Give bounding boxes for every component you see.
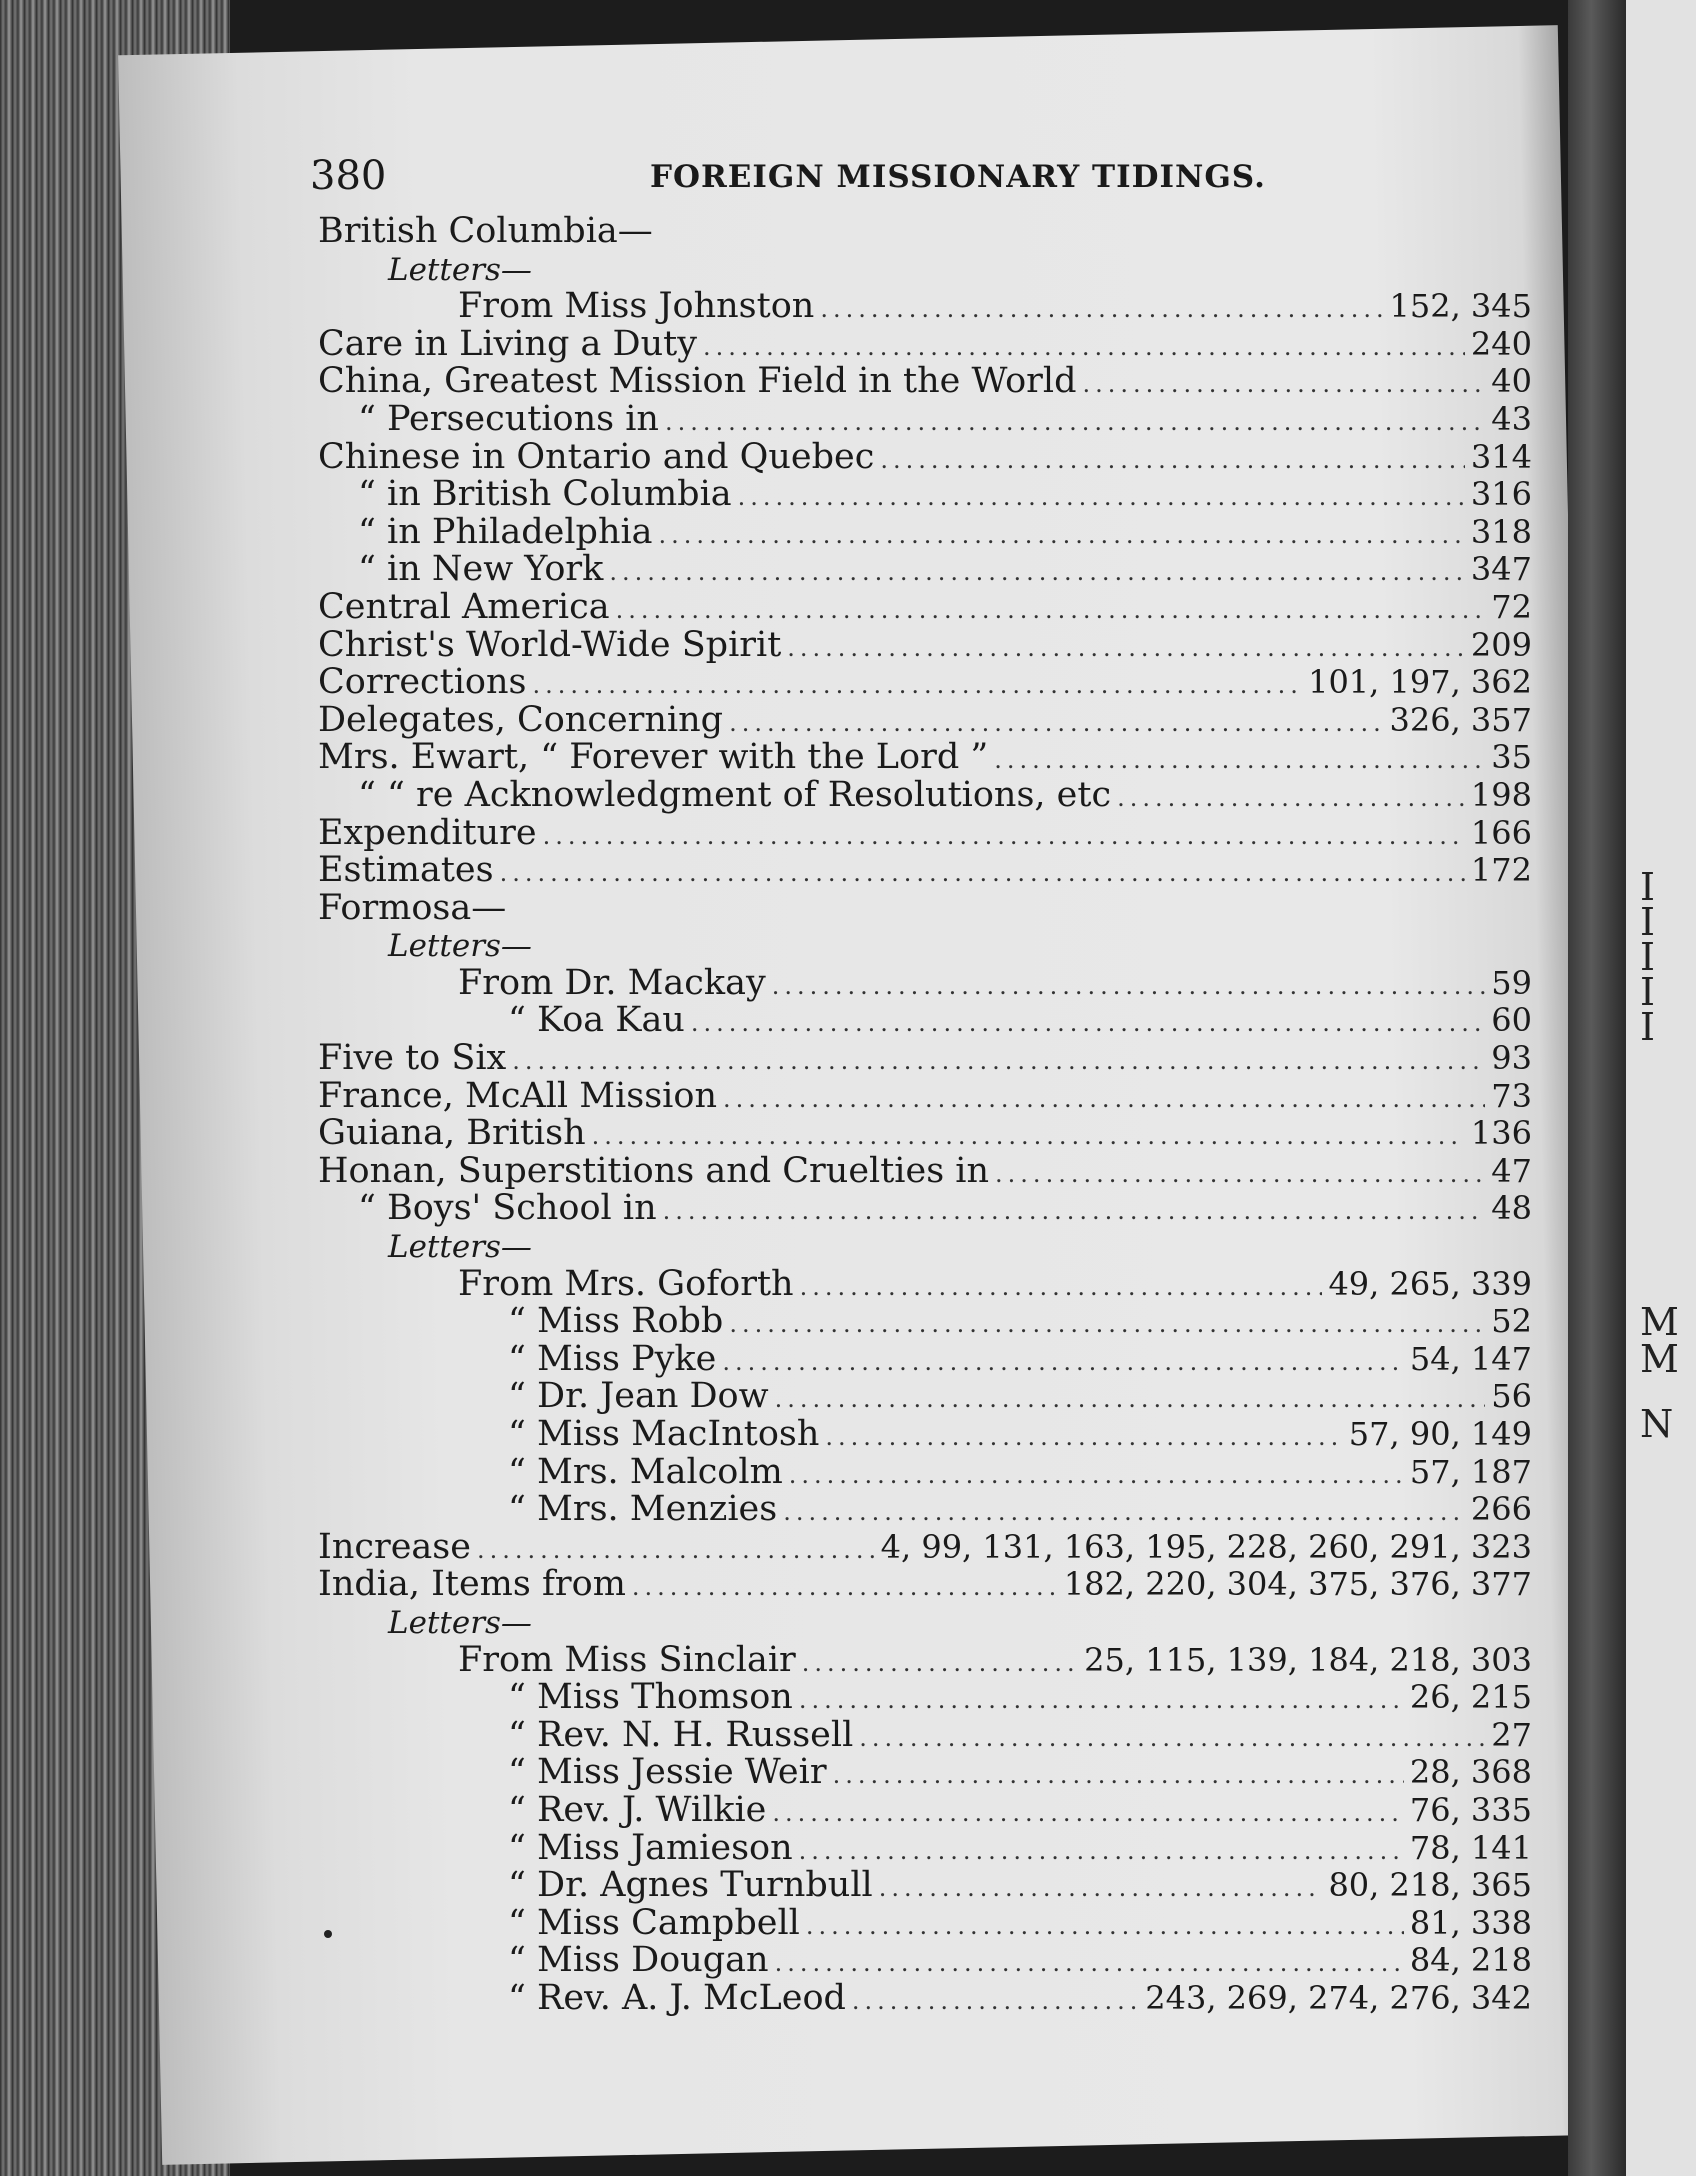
dot-leader <box>772 968 1486 1006</box>
dot-leader <box>859 1720 1485 1758</box>
dot-leader <box>1117 780 1465 818</box>
dot-leader <box>616 592 1486 630</box>
index-entry: “ Dr. Agnes Turnbull ..... 80, 218, 365 <box>318 1867 1532 1905</box>
index-entry: “ Koa Kau ..... 60 <box>318 1002 1532 1040</box>
index-page-content <box>170 115 1540 2018</box>
dot-leader <box>723 1081 1485 1119</box>
index-entry: From Mrs. Goforth ..... 49, 265, 339 <box>318 1266 1532 1304</box>
dot-leader <box>543 818 1465 856</box>
facing-page-fragment: I <box>1640 900 1656 944</box>
dot-leader <box>783 1494 1465 1532</box>
facing-page-fragment: I <box>1640 935 1656 979</box>
index-entry: From Miss Johnston ..... 152, 345 <box>318 288 1532 326</box>
index-entry: Christ's World-Wide Spirit ..... 209 <box>318 627 1532 665</box>
dot-leader <box>665 404 1485 442</box>
index-entry: Mrs. Ewart, “ Forever with the Lord ” ..... 35 <box>318 739 1532 777</box>
facing-page-fragment: I <box>1640 970 1656 1014</box>
index-entry: China, Greatest Mission Field in the World ..... 40 <box>318 363 1532 401</box>
index-entry: “ Rev. N. H. Russell ..... 27 <box>318 1717 1532 1755</box>
facing-page-fragment: I <box>1640 865 1656 909</box>
dot-leader <box>663 1193 1486 1231</box>
index-entry: “ Miss Robb ..... 52 <box>318 1303 1532 1341</box>
index-entry: Central America ..... 72 <box>318 589 1532 627</box>
dot-leader <box>691 1005 1485 1043</box>
dot-leader <box>879 1870 1323 1908</box>
facing-page-fragment: I <box>1640 1005 1656 1049</box>
index-entry: “ Boys' School in ..... 48 <box>318 1190 1532 1228</box>
dot-leader <box>772 1795 1403 1833</box>
index-entry: Care in Living a Duty ..... 240 <box>318 326 1532 364</box>
book-gutter <box>1568 0 1626 2176</box>
dot-leader <box>852 1983 1139 2021</box>
dot-leader <box>1082 366 1485 404</box>
index-entry: “ Rev. J. Wilkie ..... 76, 335 <box>318 1792 1532 1830</box>
ink-speck <box>324 1930 332 1938</box>
index-entry: “ in British Columbia ..... 316 <box>318 476 1532 514</box>
dot-leader <box>659 517 1465 555</box>
index-entry: Increase ..... 4, 99, 131, 163, 195, 228, 260, 291, 323 <box>318 1529 1532 1567</box>
index-entry: “ Dr. Jean Dow ..... 56 <box>318 1378 1532 1416</box>
index-entry: “ Rev. A. J. McLeod ..... 243, 269, 274, 276, 342 <box>318 1980 1532 2018</box>
dot-leader <box>789 1457 1404 1495</box>
index-entry: “ Miss MacIntosh ..... 57, 90, 149 <box>318 1416 1532 1454</box>
index-entry: “ Mrs. Menzies ..... 266 <box>318 1491 1532 1529</box>
index-entry: Corrections ..... 101, 197, 362 <box>318 664 1532 702</box>
index-entry: “ Miss Jamieson ..... 78, 141 <box>318 1830 1532 1868</box>
index-entry: Five to Six ..... 93 <box>318 1040 1532 1078</box>
dot-leader <box>799 1833 1404 1871</box>
index-entry: “ in New York ..... 347 <box>318 551 1532 589</box>
index-entry: “ Miss Dougan ..... 84, 218 <box>318 1942 1532 1980</box>
facing-page <box>1626 0 1696 2176</box>
dot-leader <box>775 1945 1404 1983</box>
dot-leader <box>500 855 1465 893</box>
running-title: FOREIGN MISSIONARY TIDINGS. <box>650 159 1266 195</box>
index-entry: From Dr. Mackay ..... 59 <box>318 965 1532 1003</box>
index-entry: Expenditure ..... 166 <box>318 815 1532 853</box>
index-subheading: Letters— <box>388 1229 532 1266</box>
dot-leader <box>880 442 1465 480</box>
dot-leader <box>632 1569 1058 1607</box>
dot-leader <box>806 1908 1404 1946</box>
index-entry: Formosa— <box>318 887 507 928</box>
index-subheading: Letters— <box>388 928 532 965</box>
index-entry: “ in Philadelphia ..... 318 <box>318 514 1532 552</box>
index-entry: “ Miss Thomson ..... 26, 215 <box>318 1679 1532 1717</box>
facing-page-fragment: M <box>1640 1337 1679 1381</box>
page-number: 380 <box>310 153 387 199</box>
dot-leader <box>802 1645 1078 1683</box>
index-entry: British Columbia— <box>318 211 653 251</box>
dot-leader <box>787 630 1465 668</box>
dot-leader <box>820 291 1383 329</box>
dot-leader <box>799 1682 1404 1720</box>
index-entries <box>318 213 1532 2018</box>
index-entry: “ “ re Acknowledgment of Resolutions, etc ..... 198 <box>318 777 1532 815</box>
index-entry: India, Items from ..... 182, 220, 304, 375, 376, 377 <box>318 1566 1532 1604</box>
index-subheading: Letters— <box>388 1604 532 1641</box>
dot-leader <box>738 479 1465 517</box>
index-entry: “ Miss Campbell ..... 81, 338 <box>318 1905 1532 1943</box>
dot-leader <box>800 1269 1323 1307</box>
index-entry: France, McAll Mission ..... 73 <box>318 1078 1532 1116</box>
index-entry: “ Persecutions in ..... 43 <box>318 401 1532 439</box>
page-header <box>170 115 1540 199</box>
dot-leader <box>833 1757 1404 1795</box>
dot-leader <box>995 1156 1485 1194</box>
dot-leader <box>729 1306 1485 1344</box>
index-entry: From Miss Sinclair ..... 25, 115, 139, 184, 218, 303 <box>318 1642 1532 1680</box>
index-entry: “ Miss Pyke ..... 54, 147 <box>318 1341 1532 1379</box>
dot-leader <box>825 1419 1342 1457</box>
index-entry: Estimates ..... 172 <box>318 852 1532 890</box>
facing-page-fragment: M <box>1640 1300 1679 1344</box>
index-entry: Honan, Superstitions and Cruelties in ..... 47 <box>318 1153 1532 1191</box>
index-subheading: Letters— <box>388 251 532 288</box>
index-entry: “ Mrs. Malcolm ..... 57, 187 <box>318 1454 1532 1492</box>
dot-leader <box>722 1344 1404 1382</box>
dot-leader <box>775 1381 1486 1419</box>
index-entry: Guiana, British ..... 136 <box>318 1115 1532 1153</box>
index-entry: Chinese in Ontario and Quebec ..... 314 <box>318 439 1532 477</box>
dot-leader <box>609 554 1465 592</box>
facing-page-fragment: N <box>1640 1402 1674 1446</box>
index-entry: Delegates, Concerning ..... 326, 357 <box>318 702 1532 740</box>
index-entry: “ Miss Jessie Weir ..... 28, 368 <box>318 1754 1532 1792</box>
